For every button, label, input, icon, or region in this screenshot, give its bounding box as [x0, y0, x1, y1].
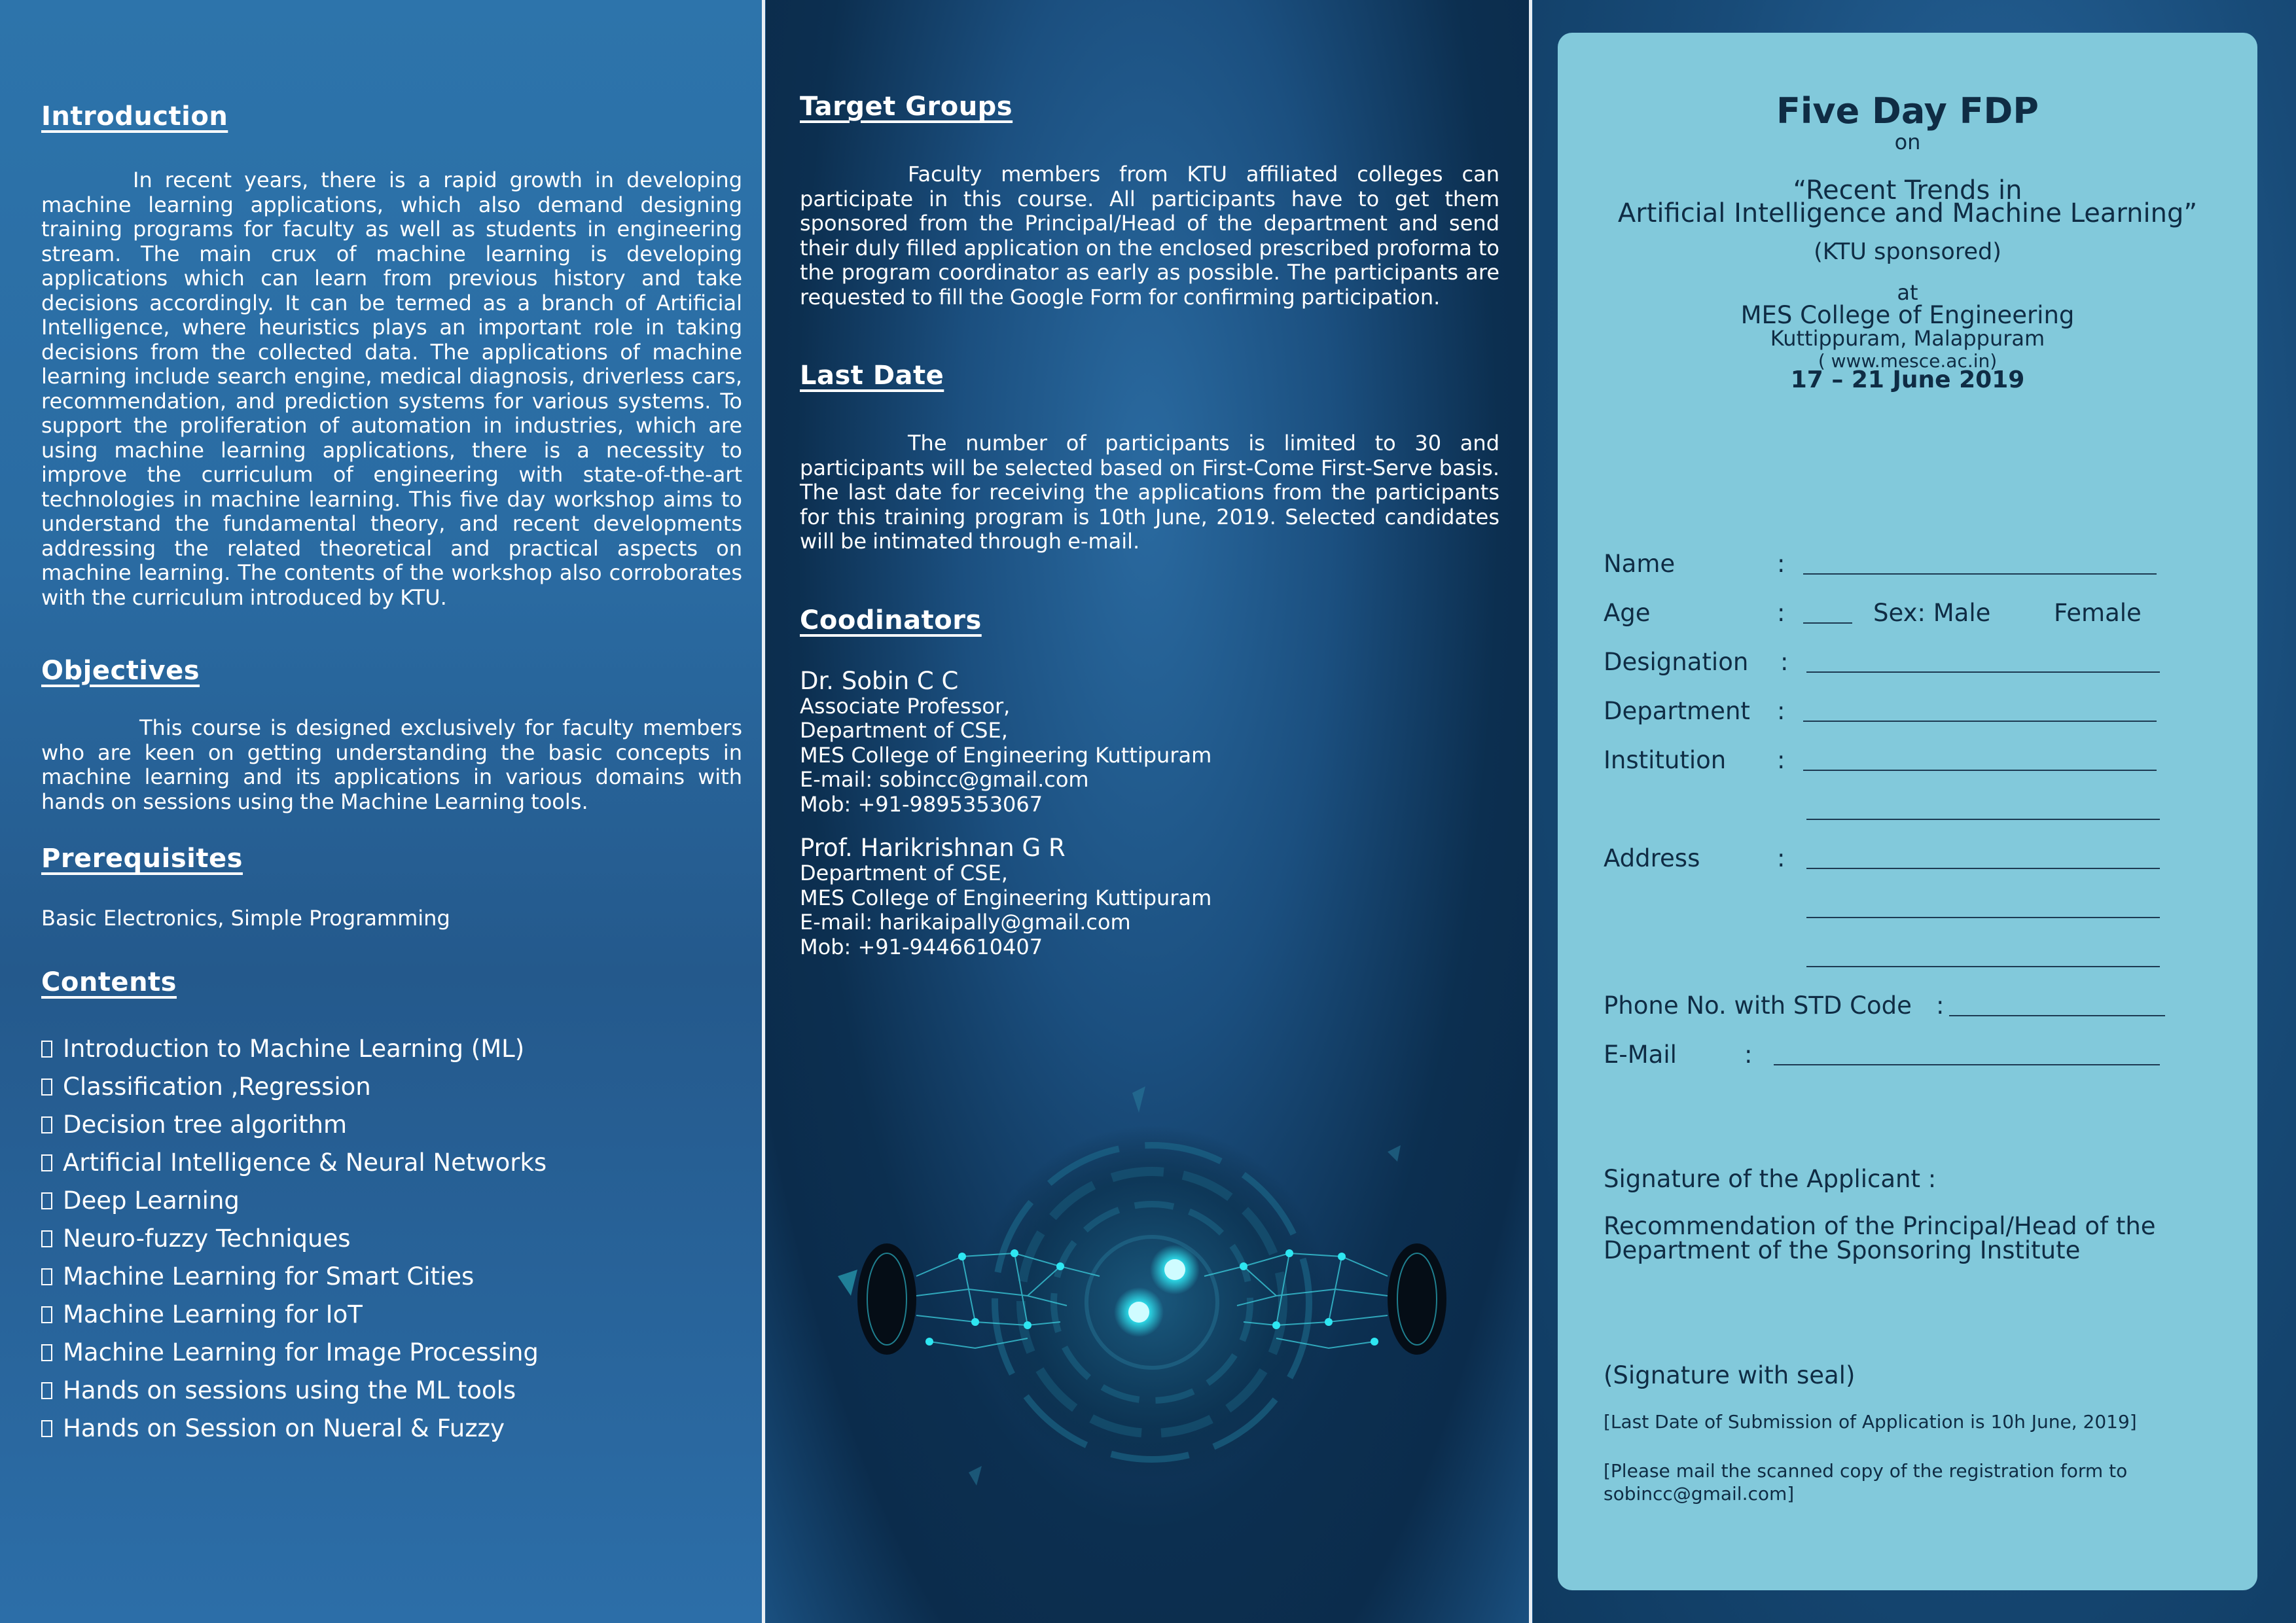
- name-label: Name: [1604, 550, 1676, 578]
- coordinator-detail: Department of CSE,: [800, 861, 1008, 885]
- contents-item-label: Deep Learning: [63, 1186, 240, 1215]
- left-panel: [0, 0, 762, 1623]
- contents-item-label: Hands on Session on Nueral & Fuzzy: [63, 1414, 505, 1442]
- list-item: [41, 1144, 742, 1182]
- coordinator-email: E-mail: sobincc@gmail.com: [800, 767, 1089, 792]
- contents-heading: Contents: [41, 967, 177, 997]
- contents-item-label: Neuro-fuzzy Techniques: [63, 1224, 351, 1253]
- coordinator-email: E-mail: harikaipally@gmail.com: [800, 910, 1131, 935]
- square-bullet-icon: [41, 1041, 52, 1058]
- address-colon: :: [1777, 844, 1785, 872]
- coordinator-detail: MES College of Engineering Kuttipuram: [800, 885, 1212, 910]
- panel-divider-right: [1529, 0, 1532, 1623]
- contents-item-label: Decision tree algorithm: [63, 1110, 348, 1139]
- age-field[interactable]: [1803, 622, 1852, 624]
- email-label: E-Mail: [1604, 1041, 1677, 1069]
- form-theme-line2: Artificial Intelligence and Machine Learning”: [1617, 198, 2198, 228]
- form-place: Kuttippuram, Malappuram: [1770, 326, 2045, 351]
- list-item: [41, 1296, 742, 1334]
- list-item: [41, 1258, 742, 1296]
- coordinator-card: [800, 668, 1499, 817]
- designation-label: Designation: [1604, 648, 1749, 676]
- square-bullet-icon: [41, 1079, 52, 1096]
- phone-field[interactable]: [1949, 1015, 2165, 1016]
- list-item: [41, 1068, 742, 1106]
- list-item: [41, 1220, 742, 1258]
- prerequisites-heading: Prerequisites: [41, 844, 243, 874]
- coordinators-heading: Coodinators: [800, 605, 982, 635]
- institution-field-line2[interactable]: [1806, 819, 2160, 820]
- square-bullet-icon: [41, 1116, 52, 1133]
- registration-form: [1558, 33, 2257, 1590]
- introduction-text: In recent years, there is a rapid growth in developing machine learning applications, which also demand designing training programs for faculty as well as students in engineering stream. The main crux of machine learning is developing applications which can learn from previous history and take decisions accordingly. It can be termed as a branch of Artificial Intelligence, where heuristics plays an important role in taking decisions from the collected data. The applications of machine learning include search engine, medical diagnosis, driverless cars, recommendation, and prediction systems for various systems. To support the proliferation of automation in industries, which are using machine learning applications, there is a necessity to improve the curriculum of engineering with state-of-the-art technologies in machine learning. This five day workshop aims to understand the fundamental theory, and recent developments addressing the related theoretical and practical aspects on machine learning. The contents of the workshop also corroborates with the curriculum introduced by KTU.: [41, 168, 742, 610]
- list-item: [41, 1106, 742, 1144]
- last-date-text: The number of participants is limited to 30 and participants will be selected based on First-Come First-Serve basis. The last date for receiving the applications from the participants for this training program is 10th June, 2019. Selected candidates will be intimated through e-mail.: [800, 431, 1499, 554]
- objectives-text: This course is designed exclusively for faculty members who are keen on getting understanding the basic concepts in machine learning and its applications in various domains with hands on sessions using the Machine Learning tools.: [41, 715, 742, 814]
- ai-hands-illustration: [831, 1080, 1473, 1525]
- form-college: MES College of Engineering: [1740, 301, 2075, 329]
- email-colon: :: [1744, 1041, 1753, 1069]
- recommendation-text: Recommendation of the Principal/Head of the Department of the Sponsoring Institute: [1604, 1212, 2156, 1264]
- mail-instruction-note: [Please mail the scanned copy of the registration form to sobincc@gmail.com]: [1604, 1460, 2128, 1505]
- form-at-text: at: [1897, 280, 1918, 305]
- coordinator-phone: Mob: +91-9446610407: [800, 934, 1043, 959]
- prerequisites-text: Basic Electronics, Simple Programming: [41, 906, 450, 931]
- department-label: Department: [1604, 697, 1750, 725]
- submission-date-note: [Last Date of Submission of Application is 10h June, 2019]: [1604, 1411, 2137, 1433]
- square-bullet-icon: [41, 1306, 52, 1323]
- form-on-text: on: [1894, 130, 1921, 154]
- institution-colon: :: [1777, 746, 1785, 774]
- list-item: [41, 1410, 742, 1448]
- square-bullet-icon: [41, 1344, 52, 1361]
- form-theme-line1: “Recent Trends in: [1793, 175, 2022, 205]
- signature-seal-label: (Signature with seal): [1604, 1361, 1856, 1389]
- square-bullet-icon: [41, 1268, 52, 1285]
- square-bullet-icon: [41, 1420, 52, 1437]
- age-colon: :: [1777, 599, 1785, 627]
- objectives-heading: Objectives: [41, 656, 200, 686]
- contents-item-label: Artificial Intelligence & Neural Networks: [63, 1148, 547, 1177]
- email-field[interactable]: [1774, 1064, 2160, 1065]
- sex-female-option[interactable]: Female: [2054, 599, 2142, 627]
- institution-field[interactable]: [1803, 770, 2157, 771]
- address-field-line2[interactable]: [1806, 917, 2160, 918]
- form-title: Five Day FDP: [1776, 90, 2039, 132]
- contents-item-label: Introduction to Machine Learning (ML): [63, 1034, 525, 1063]
- coordinator-detail: Department of CSE,: [800, 718, 1008, 743]
- square-bullet-icon: [41, 1230, 52, 1247]
- coordinator-card: [800, 835, 1499, 959]
- coordinator-phone: Mob: +91-9895353067: [800, 791, 1043, 817]
- contents-item-label: Hands on sessions using the ML tools: [63, 1376, 516, 1404]
- contents-list: [41, 1030, 742, 1448]
- contents-item-label: Machine Learning for Image Processing: [63, 1338, 539, 1366]
- address-field-line3[interactable]: [1806, 966, 2160, 967]
- target-groups-heading: Target Groups: [800, 92, 1013, 122]
- phone-colon: :: [1936, 991, 1945, 1020]
- signature-applicant-label: Signature of the Applicant :: [1604, 1165, 1937, 1193]
- sex-male-option[interactable]: Sex: Male: [1873, 599, 1991, 627]
- coordinator-detail: MES College of Engineering Kuttipuram: [800, 742, 1212, 768]
- name-colon: :: [1777, 550, 1785, 578]
- coordinator-name: Dr. Sobin C C: [800, 666, 959, 695]
- department-colon: :: [1777, 697, 1785, 725]
- contents-item-label: Machine Learning for Smart Cities: [63, 1262, 475, 1291]
- coordinator-name: Prof. Harikrishnan G R: [800, 834, 1066, 862]
- square-bullet-icon: [41, 1192, 52, 1209]
- target-groups-text: Faculty members from KTU affiliated colleges can participate in this course. All participants have to get them sponsored from the Principal/Head of the department and send their duly filled application on the enclosed prescribed proforma to the program coordinator as early as possible. The participants are requested to fill the Google Form for confirming participation.: [800, 162, 1499, 310]
- introduction-heading: Introduction: [41, 101, 228, 132]
- coordinator-detail: Associate Professor,: [800, 693, 1011, 719]
- list-item: [41, 1030, 742, 1068]
- contents-item-label: Classification ,Regression: [63, 1072, 371, 1101]
- department-field[interactable]: [1803, 721, 2157, 722]
- institution-label: Institution: [1604, 746, 1727, 774]
- list-item: [41, 1372, 742, 1410]
- name-field[interactable]: [1803, 573, 2157, 575]
- address-field[interactable]: [1806, 868, 2160, 869]
- designation-field[interactable]: [1806, 671, 2160, 673]
- designation-colon: :: [1780, 648, 1789, 676]
- list-item: [41, 1182, 742, 1220]
- age-label: Age: [1604, 599, 1651, 627]
- last-date-heading: Last Date: [800, 361, 944, 391]
- address-label: Address: [1604, 844, 1700, 872]
- contents-item-label: Machine Learning for IoT: [63, 1300, 363, 1329]
- list-item: [41, 1334, 742, 1372]
- panel-divider-left: [762, 0, 765, 1623]
- square-bullet-icon: [41, 1154, 52, 1171]
- form-sponsor: (KTU sponsored): [1814, 239, 2001, 265]
- form-dates: 17 – 21 June 2019: [1790, 366, 2025, 393]
- phone-label: Phone No. with STD Code: [1604, 991, 1912, 1020]
- square-bullet-icon: [41, 1382, 52, 1399]
- form-website: ( www.mesce.ac.in): [1818, 350, 1998, 372]
